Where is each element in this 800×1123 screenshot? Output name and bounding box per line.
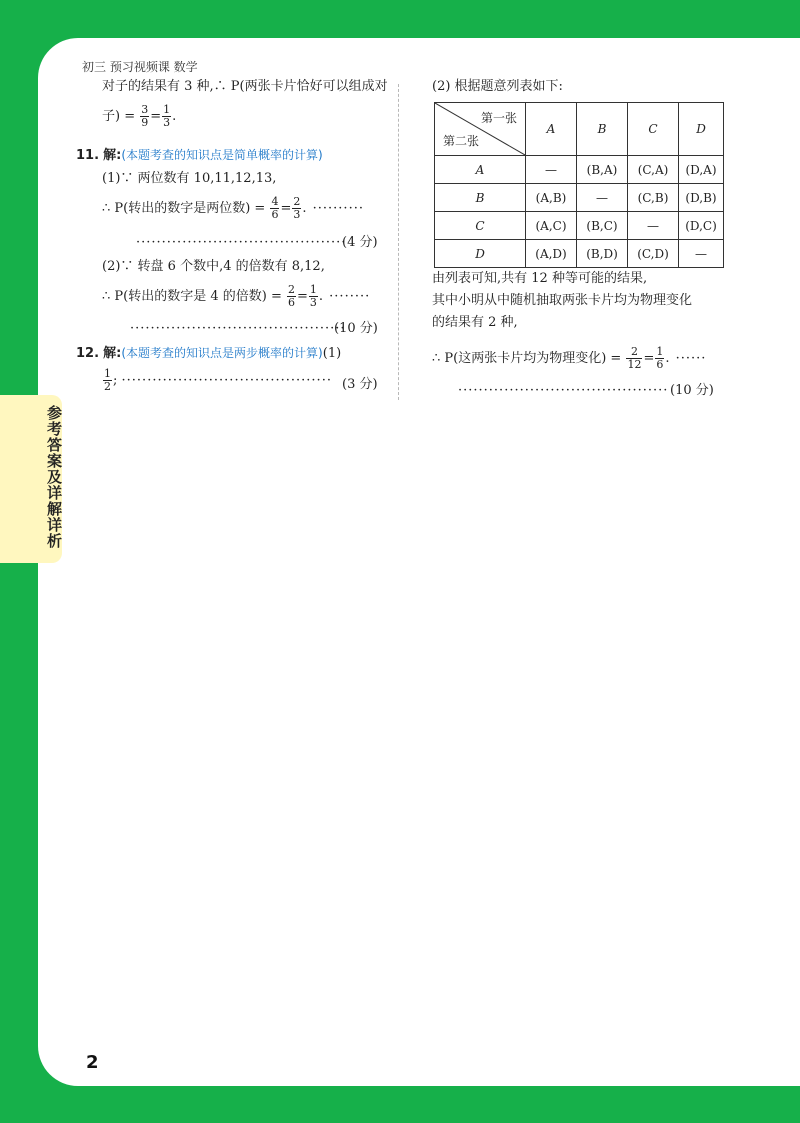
answer-label: 解: [103, 346, 122, 361]
question-11-head [76, 146, 323, 165]
result-line-2: 其中小明从中随机抽取两张卡片均为物理变化 [432, 293, 693, 308]
fraction: $\frac{1}{2}$ [104, 367, 111, 393]
table-intro: (2) 根据题意列表如下: [432, 79, 563, 94]
q11-part2-score: (10 分) [334, 321, 378, 336]
outcome-table [434, 102, 724, 268]
row-header: C [435, 212, 526, 240]
result-score: (10 分) [670, 383, 714, 398]
q11-part1-prob: ∴ P(转出的数字是两位数) = $\frac{4}{6}$ = $\frac{2}{3}$ . ·········· [102, 195, 364, 221]
table-row: C (A,C) (B,C) — (D,C) [435, 212, 724, 240]
table-row: B (A,B) — (C,B) (D,B) [435, 184, 724, 212]
q11-part2-score-line: ·········································· [130, 321, 346, 336]
q11-part1-score-line: ········································· [136, 235, 347, 250]
column-divider [398, 84, 399, 400]
result-line-1: 由列表可知,共有 12 种等可能的结果, [432, 271, 648, 286]
fraction: $\frac{2}{12}$ [627, 345, 642, 371]
page-header: 初三 预习视频课 数学 [82, 60, 198, 74]
q12-answer1: $\frac{1}{2}$ ; ········································· [104, 367, 332, 393]
q11-part1-score: (4 分) [342, 235, 378, 250]
continuation-line-2: 子) = $\frac{3}{9}$ = $\frac{1}{3}$ . [102, 103, 177, 129]
page-number: 2 [86, 1052, 99, 1073]
col-header: C [628, 103, 679, 156]
fraction: $\frac{1}{6}$ [656, 345, 664, 371]
fraction: $\frac{2}{6}$ [288, 283, 295, 309]
result-line-3: 的结果有 2 种, [432, 315, 518, 330]
text: 子) = [102, 109, 136, 124]
q11-part1: (1)∵ 两位数有 10,11,12,13, [102, 171, 277, 186]
col-header: A [526, 103, 577, 156]
answer-label: 解: [103, 148, 122, 163]
question-number: 12. [76, 346, 100, 361]
col-header: D [679, 103, 724, 156]
fraction: $\frac{1}{3}$ [309, 283, 317, 309]
fraction: $\frac{1}{3}$ [163, 103, 171, 129]
q11-part2: (2)∵ 转盘 6 个数中,4 的倍数有 8,12, [102, 259, 325, 274]
knowledge-note: (本题考查的知识点是简单概率的计算) [121, 148, 323, 162]
side-tab-label: 参考答案及详解详析 [45, 405, 63, 549]
q12-score: (3 分) [342, 377, 378, 392]
row-header: D [435, 240, 526, 268]
result-score-line: ········································· [458, 383, 669, 398]
fraction: $\frac{3}{9}$ [141, 103, 149, 129]
fraction: $\frac{2}{3}$ [293, 195, 301, 221]
continuation-line-1: 对子的结果有 3 种,∴ P(两张卡片恰好可以组成对 [102, 79, 388, 94]
row-header: B [435, 184, 526, 212]
result-probability: ∴ P(这两张卡片均为物理变化) = $\frac{2}{12}$ = $\frac{1}{6}$ . ······ [432, 345, 707, 371]
table-row: D (A,D) (B,D) (C,D) — [435, 240, 724, 268]
question-12-head: 12. 解:(本题考查的知识点是两步概率的计算)(1) [76, 346, 342, 361]
question-number: 11. [76, 148, 100, 163]
table-row: A — (B,A) (C,A) (D,A) [435, 156, 724, 184]
table-corner-cell: 第一张 第二张 [435, 103, 526, 156]
row-header: A [435, 156, 526, 184]
knowledge-note: (本题考查的知识点是两步概率的计算) [121, 346, 323, 360]
fraction: $\frac{4}{6}$ [271, 195, 279, 221]
col-header: B [577, 103, 628, 156]
q11-part2-prob: ∴ P(转出的数字是 4 的倍数) = $\frac{2}{6}$ = $\frac{1}{3}$ . ········ [102, 283, 371, 309]
